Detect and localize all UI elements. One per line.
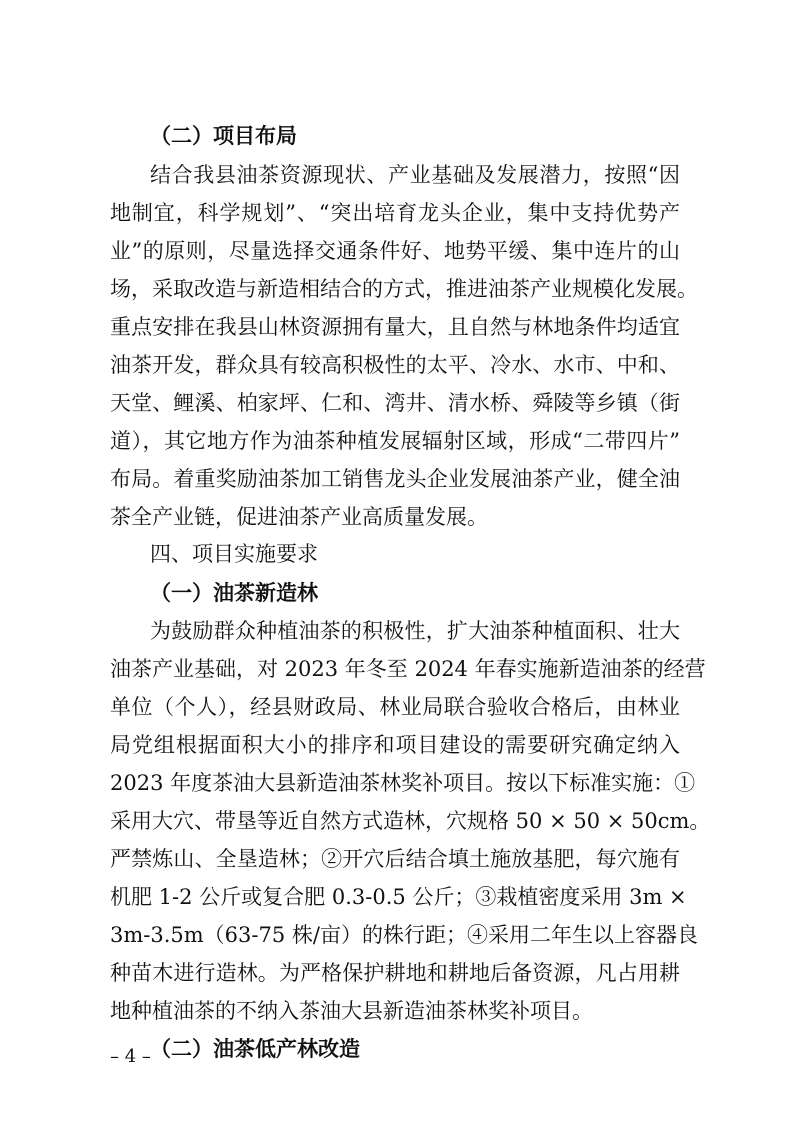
- paragraph-line: 地制宜，科学规划”、“突出培育龙头企业，集中支持优势产: [110, 201, 680, 225]
- section-heading-implementation-requirements: 四、项目实施要求: [150, 542, 318, 566]
- paragraph-line: 为鼓励群众种植油茶的积极性，扩大油茶种植面积、壮大: [150, 619, 680, 643]
- paragraph-line: 油茶开发，群众具有较高积极性的太平、冷水、水市、中和、: [110, 353, 680, 377]
- paragraph-line: 地种植油茶的不纳入茶油大县新造油茶林奖补项目。: [110, 999, 593, 1023]
- paragraph-line: 布局。着重奖励油茶加工销售龙头企业发展油茶产业，健全油: [110, 467, 680, 491]
- paragraph-line: 茶全产业链，促进油茶产业高质量发展。: [110, 505, 488, 529]
- paragraph-line: 油茶产业基础，对 2023 年冬至 2024 年春实施新造油茶的经营: [110, 657, 706, 681]
- paragraph-line: 重点安排在我县山林资源拥有量大，且自然与林地条件均适宜: [110, 315, 680, 339]
- paragraph-line: 局党组根据面积大小的排序和项目建设的需要研究确定纳入: [110, 733, 680, 757]
- paragraph-line: 道），其它地方作为油茶种植发展辐射区域，形成“二带四片”: [110, 429, 680, 453]
- paragraph-line: 2023 年度茶油大县新造油茶林奖补项目。按以下标准实施：①: [110, 771, 696, 795]
- paragraph-line: 业”的原则，尽量选择交通条件好、地势平缓、集中连片的山: [110, 239, 680, 263]
- paragraph-line: 采用大穴、带垦等近自然方式造林，穴规格 50 × 50 × 50cm。: [110, 809, 711, 833]
- paragraph-line: 种苗木进行造林。为严格保护耕地和耕地后备资源，凡占用耕: [110, 961, 680, 985]
- section-heading-project-layout: （二）项目布局: [150, 123, 297, 148]
- paragraph-line: 场，采取改造与新造相结合的方式，推进油茶产业规模化发展。: [110, 277, 698, 301]
- paragraph-line: 结合我县油茶资源现状、产业基础及发展潜力，按照“因: [150, 163, 680, 187]
- page-number: – 4 –: [110, 1046, 151, 1067]
- paragraph-line: 3m-3.5m（63-75 株/亩）的株行距；④采用二年生以上容器良: [110, 923, 698, 947]
- subsection-heading-low-yield-forest-reform: （二）油茶低产林改造: [150, 1036, 360, 1061]
- paragraph-line: 严禁炼山、全垦造林；②开穴后结合填土施放基肥，每穴施有: [110, 847, 680, 871]
- paragraph-line: 天堂、鲤溪、柏家坪、仁和、湾井、清水桥、舜陵等乡镇（街: [110, 391, 680, 415]
- subsection-heading-new-afforestation: （一）油茶新造林: [150, 580, 318, 605]
- paragraph-line: 机肥 1-2 公斤或复合肥 0.3-0.5 公斤；③栽植密度采用 3m ×: [110, 885, 687, 909]
- paragraph-line: 单位（个人），经县财政局、林业局联合验收合格后，由林业: [110, 695, 680, 719]
